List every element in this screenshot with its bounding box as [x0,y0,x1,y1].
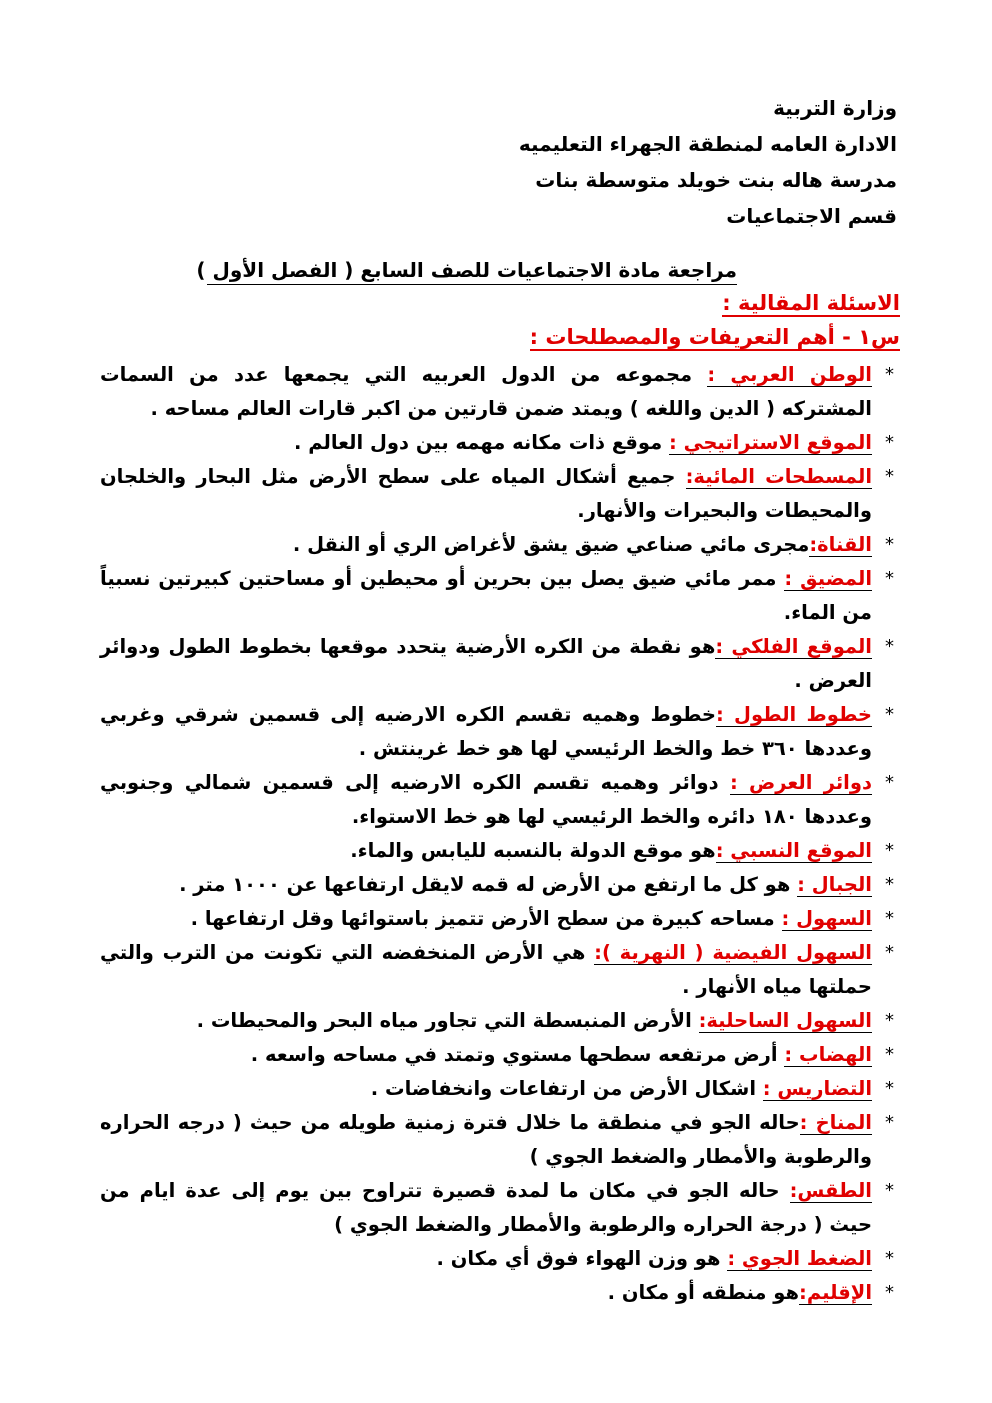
definition-text: هو موقع الدولة بالنسبه لليابس والماء. [350,839,716,862]
definition-text: خطوط وهميه تقسم الكره الارضيه إلى قسمين شرقي وغربي وعددها ٣٦٠ خط والخط الرئيسي لها هو خط غرينتش . [100,703,872,760]
bullet-icon: * [885,1180,894,1201]
definition-text: هو كل ما ارتفع من الأرض له قمه لايقل ارتفاعها عن ١٠٠٠ متر . [179,873,798,896]
definition-term: الضغط الجوي : [727,1247,872,1270]
section-heading-text: الاسئلة المقالية : [722,291,900,315]
definition-term: الموقع النسبي : [715,839,872,862]
definition-term: دوائر العرض : [729,771,872,794]
definition-text: حاله الجو في منطقة ما خلال فترة زمنية طويله من حيث ( درجه الحراره والرطوبة والأمطار والضغط الجوي ) [100,1111,872,1168]
definition-text: هي الأرض المنخفضه التي تكونت من الترب والتي حملتها مياه الأنهار . [100,941,872,998]
bullet-icon: * [885,1112,894,1133]
page-title: مراجعة مادة الاجتماعيات للصف السابع ( الفصل الأول ) [207,258,737,285]
bullet-icon: * [885,568,894,589]
definition-term: المناخ : [799,1111,872,1134]
definition-term: المسطحات المائية: [685,465,873,488]
definition-term: السهول : [781,907,872,930]
definition-text: اشكال الأرض من ارتفاعات وانخفاضات . [370,1077,763,1100]
section-heading [722,291,900,315]
definition-item [100,528,900,562]
header-ministry: وزارة التربية [773,96,897,120]
definition-text: هو نقطة من الكره الأرضية يتحدد موقعها بخطوط الطول ودوائر العرض . [100,635,872,692]
bullet-icon: * [885,874,894,895]
definition-item [100,1174,900,1242]
definition-term: الهضاب : [784,1043,872,1066]
header-district: الادارة العامه لمنطقة الجهراء التعليميه [518,132,897,156]
bullet-icon: * [885,1044,894,1065]
definition-item [100,460,900,528]
definition-text: أرض مرتفعه سطحها مستوي وتمتد في مساحه واسعه . [250,1043,785,1066]
bullet-icon: * [885,534,894,555]
question-heading-text: س١ - أهم التعريفات والمصطلحات : [529,325,900,349]
bullet-icon: * [885,1282,894,1303]
definition-term: التضاريس : [762,1077,872,1100]
definition-text: مجموعه من الدول العربيه التي يجمعها عدد من السمات المشتركه ( الدين واللغه ) ويمتد ضمن قارتين من اكبر قارات العالم مساحه . [100,363,872,420]
definition-term: السهول الفيضية ( النهرية ): [594,941,872,964]
definition-item [100,1276,900,1310]
bullet-icon: * [885,1078,894,1099]
definition-text: الأرض المنبسطة التي تجاور مياه البحر والمحيطات . [196,1009,699,1032]
definition-item [100,630,900,698]
bullet-icon: * [885,704,894,725]
definition-term: الجبال : [797,873,872,896]
definition-text: ممر مائي ضيق يصل بين بحرين أو محيطين أو مساحتين كبيرتين نسبياً من الماء. [100,567,872,624]
bullet-icon: * [885,840,894,861]
definition-item [100,766,900,834]
definition-item [100,358,900,426]
definition-term: السهول الساحلية: [698,1009,872,1032]
bullet-icon: * [885,908,894,929]
definition-item [100,834,900,868]
definition-item [100,562,900,630]
definition-item [100,1242,900,1276]
header-department: قسم الاجتماعيات [726,204,897,228]
definition-text: دوائر وهميه تقسم الكره الارضيه إلى قسمين شمالي وجنوبي وعددها ١٨٠ دائره والخط الرئيسي لها هو خط الاستواء. [100,771,872,828]
school-header [397,90,897,234]
bullet-icon: * [885,466,894,487]
definition-text: موقع ذات مكانه مهمه بين دول العالم . [294,431,669,454]
definition-term: خطوط الطول : [716,703,872,726]
definition-item [100,1038,900,1072]
definition-term: القناة: [809,533,872,556]
definition-item [100,698,900,766]
definition-term: الوطن العربي : [707,363,872,386]
definition-term: الطقس: [789,1179,872,1202]
definition-item [100,936,900,1004]
definition-text: جميع أشكال المياه على سطح الأرض مثل البحار والخلجان والمحيطات والبحيرات والأنهار. [100,465,872,522]
bullet-icon: * [885,1010,894,1031]
definition-text: مساحه كبيرة من سطح الأرض تتميز باستوائها وقل ارتفاعها . [190,907,782,930]
question-heading [530,325,900,349]
bullet-icon: * [885,432,894,453]
definition-text: حاله الجو في مكان ما لمدة قصيرة تتراوح بين يوم إلى عدة ايام من حيث ( درجة الحراره والرطوبة والأمطار والضغط الجوي ) [100,1179,872,1236]
bullet-icon: * [885,636,894,657]
definitions-list [100,358,900,1310]
definition-term: الإقليم: [799,1281,872,1304]
definition-item [100,426,900,460]
bullet-icon: * [885,364,894,385]
bullet-icon: * [885,772,894,793]
definition-item [100,1106,900,1174]
bullet-icon: * [885,942,894,963]
definition-term: المضيق : [784,567,872,590]
definition-term: الموقع الفلكي : [715,635,872,658]
definition-text: مجرى مائي صناعي ضيق يشق لأغراض الري أو النقل . [292,533,810,556]
definition-item [100,868,900,902]
definition-text: هو منطقه أو مكان . [607,1281,800,1304]
bullet-icon: * [885,1248,894,1269]
definition-item [100,902,900,936]
definition-item [100,1072,900,1106]
header-school: مدرسة هاله بنت خويلد متوسطة بنات [535,168,897,192]
definition-text: هو وزن الهواء فوق أي مكان . [436,1247,728,1270]
definition-item [100,1004,900,1038]
definition-term: الموقع الاستراتيجي : [669,431,872,454]
